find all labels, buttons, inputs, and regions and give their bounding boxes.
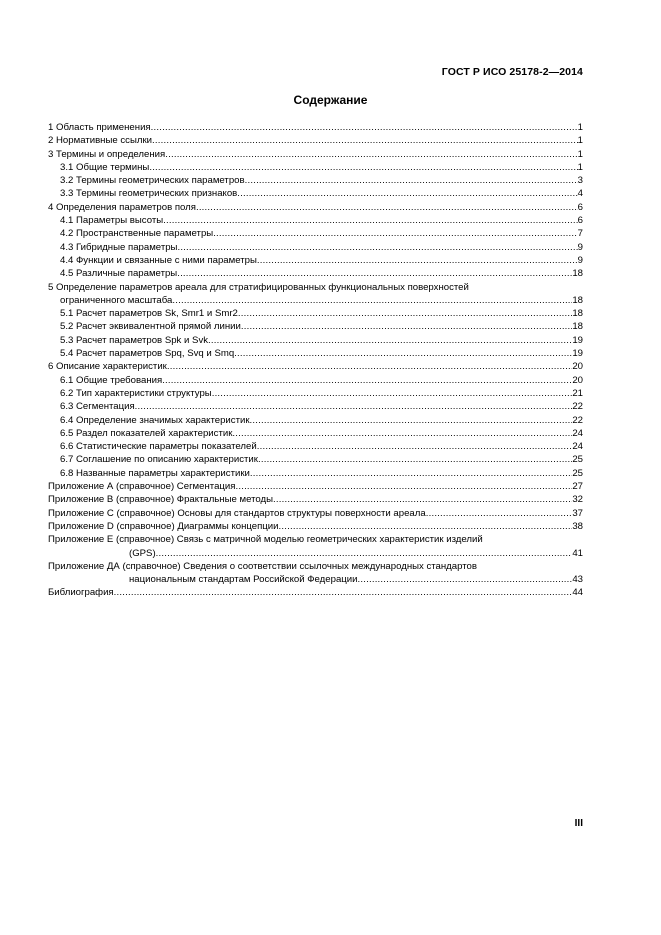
toc-entry-text: 3.2 Термины геометрических параметров [60,175,245,187]
toc-entry-text: 1 Область применения [48,122,151,133]
toc-page-number: 6 [577,215,583,227]
toc-page-number: 3 [577,175,583,187]
toc-leader-dots [114,586,573,599]
toc-leader-dots [212,387,573,400]
toc-entry[interactable] [48,134,583,147]
toc-entry[interactable] [48,520,583,533]
toc-leader-dots [151,121,578,134]
toc-entry-text: 4.5 Различные параметры [60,268,178,280]
toc-entry-text: 6.7 Соглашение по описанию характеристик [60,454,258,466]
toc-entry[interactable] [48,573,583,586]
toc-page-number: 7 [577,228,583,240]
toc-entry[interactable] [48,347,583,360]
toc-entry-text: 6 Описание характеристик [48,361,167,373]
toc-entry-text: Приложение Е (справочное) Связь с матричной моделью геометрических характеристик изделий [48,534,483,546]
toc-entry[interactable] [48,414,583,427]
toc-leader-dots [167,360,572,373]
toc-leader-dots [135,400,573,413]
toc-entry-text: 6.5 Раздел показателей характеристик [60,427,233,439]
toc-entry-text: 3 Термины и определения [48,148,166,160]
toc-leader-dots [196,201,578,214]
toc-leader-dots [250,467,572,480]
toc-leader-dots [156,547,573,560]
toc-leader-dots [232,427,572,440]
toc-entry[interactable] [48,201,583,214]
toc-entry-text: 6.6 Статистические параметры показателей [60,441,257,453]
toc-leader-dots [426,507,573,520]
document-code: ГОСТ Р ИСО 25178-2—2014 [441,66,583,78]
toc-leader-dots [258,453,572,466]
toc-entry-text: 5.4 Расчет параметров Spq, Svq и Smq [60,348,235,360]
toc-page-number: 44 [572,587,583,599]
toc-page-number: 27 [572,481,583,493]
toc-entry[interactable] [48,174,583,187]
toc-leader-dots [152,134,578,147]
toc-entry-continuation: национальным стандартам Российской Федерации [129,574,358,586]
toc-entry[interactable] [48,427,583,440]
toc-page-number: 6 [577,201,583,213]
toc-entry[interactable] [48,161,583,174]
toc-leader-dots [177,267,572,280]
toc-page-number: 19 [572,334,583,346]
toc-entry[interactable] [48,187,583,200]
toc-page-number: 25 [572,467,583,479]
toc-leader-dots [165,148,577,161]
toc-entry-text: 5.3 Расчет параметров Spk и Svk [60,334,209,346]
toc-leader-dots [238,307,572,320]
toc-leader-dots [237,187,577,200]
toc-leader-dots [163,214,578,227]
toc-page-number: 25 [572,454,583,466]
toc-entry-text: 2 Нормативные ссылки [48,135,153,147]
toc-leader-dots [213,227,577,240]
toc-page-number: 18 [572,321,583,333]
toc-entry-continuation: (GPS) [129,547,156,559]
toc-entry-text: Приложение С (справочное) Основы для стандартов структуры поверхности ареала [48,507,426,519]
toc-leader-dots [208,334,572,347]
toc-entry-text: 4.3 Гибридные параметры [60,241,178,253]
toc-entry[interactable] [48,214,583,227]
toc-page-number: 24 [572,441,583,453]
toc-entry-text: 3.1 Общие термины [60,161,150,173]
toc-page-number: 37 [572,507,583,519]
toc-entry[interactable] [48,320,583,333]
toc-entry[interactable] [48,440,583,453]
toc-entry-continuation: ограниченного масштаба [60,294,173,306]
toc-leader-dots [257,440,573,453]
toc-page-number: 1 [577,161,583,173]
toc-page-number: 32 [572,494,583,506]
toc-leader-dots [234,347,572,360]
toc-entry-text: 6.4 Определение значимых характеристик [60,414,250,426]
toc-entry-text: 4.1 Параметры высоты [60,215,164,227]
toc-page-number: 43 [572,574,583,586]
toc-page-number: 9 [577,254,583,266]
toc-entry[interactable] [48,121,583,134]
toc-entry-text: 6.8 Названные параметры характеристики [60,467,250,479]
toc-leader-dots [162,374,572,387]
toc-entry-text: 4 Определения параметров поля [48,201,196,213]
toc-entry-text: 6.3 Сегментация [60,401,135,413]
toc-page-number: 20 [572,374,583,386]
toc-leader-dots [172,294,572,307]
toc-page-number: 21 [572,387,583,399]
toc-page-number: 1 [577,148,583,160]
toc-entry[interactable] [48,400,583,413]
toc-entry-text: Приложение А (справочное) Сегментация [48,481,236,493]
toc-entry-text: 6.1 Общие требования [60,374,163,386]
toc-entry[interactable] [48,360,583,373]
toc-entry-text: 5 Определение параметров ареала для стратифицированных функциональных поверхностей [48,281,469,293]
toc-page-number: 18 [572,268,583,280]
toc-entry[interactable] [48,334,583,347]
toc-page-number: 18 [572,294,583,306]
toc-page-number: 41 [572,547,583,559]
table-of-contents [48,121,583,600]
toc-page-number: 4 [577,188,583,200]
toc-leader-dots [241,320,572,333]
toc-entry[interactable] [48,227,583,240]
toc-leader-dots [177,241,577,254]
toc-page-number: 22 [572,401,583,413]
toc-entry[interactable] [48,374,583,387]
toc-leader-dots [279,520,573,533]
toc-leader-dots [273,493,572,506]
toc-leader-dots [257,254,578,267]
toc-entry[interactable] [48,547,583,560]
toc-entry[interactable] [48,586,583,599]
toc-page-number: 18 [572,308,583,320]
toc-leader-dots [245,174,578,187]
toc-entry[interactable] [48,254,583,267]
toc-leader-dots [149,161,577,174]
toc-entry[interactable] [48,480,583,493]
toc-page-number: 20 [572,361,583,373]
toc-page-number: 1 [577,122,583,133]
toc-entry[interactable] [48,241,583,254]
toc-entry[interactable] [48,294,583,307]
toc-page-number: 24 [572,427,583,439]
toc-leader-dots [235,480,572,493]
toc-entry[interactable] [48,387,583,400]
page-title: Содержание [293,93,368,107]
toc-entry-text: Библиография [48,587,114,599]
toc-entry-text: 4.2 Пространственные параметры [60,228,214,240]
toc-entry[interactable] [48,148,583,161]
toc-page-number: 19 [572,348,583,360]
toc-entry-text: Приложение В (справочное) Фрактальные методы [48,494,273,506]
toc-entry[interactable] [48,267,583,280]
toc-page-number: 1 [577,135,583,147]
toc-entry[interactable] [48,467,583,480]
toc-entry-text: Приложение D (справочное) Диаграммы концепции [48,520,279,532]
toc-entry-text: 6.2 Тип характеристики структуры [60,387,212,399]
toc-entry[interactable] [48,453,583,466]
toc-entry[interactable] [48,493,583,506]
toc-entry-text: Приложение ДА (справочное) Сведения о соответствии ссылочных международных стандартов [48,560,477,572]
toc-leader-dots [250,414,573,427]
toc-entry-text: 3.3 Термины геометрических признаков [60,188,238,200]
toc-page-number: 9 [577,241,583,253]
toc-entry-text: 5.1 Расчет параметров Sk, Smr1 и Smr2 [60,308,238,320]
toc-page-number: 38 [572,520,583,532]
page-number: III [574,818,583,829]
toc-page-number: 22 [572,414,583,426]
toc-entry-text: 4.4 Функции и связанные с ними параметры [60,254,257,266]
toc-entry[interactable] [48,307,583,320]
toc-entry-text: 5.2 Расчет эквивалентной прямой линии [60,321,241,333]
toc-entry[interactable] [48,507,583,520]
toc-leader-dots [358,573,573,586]
